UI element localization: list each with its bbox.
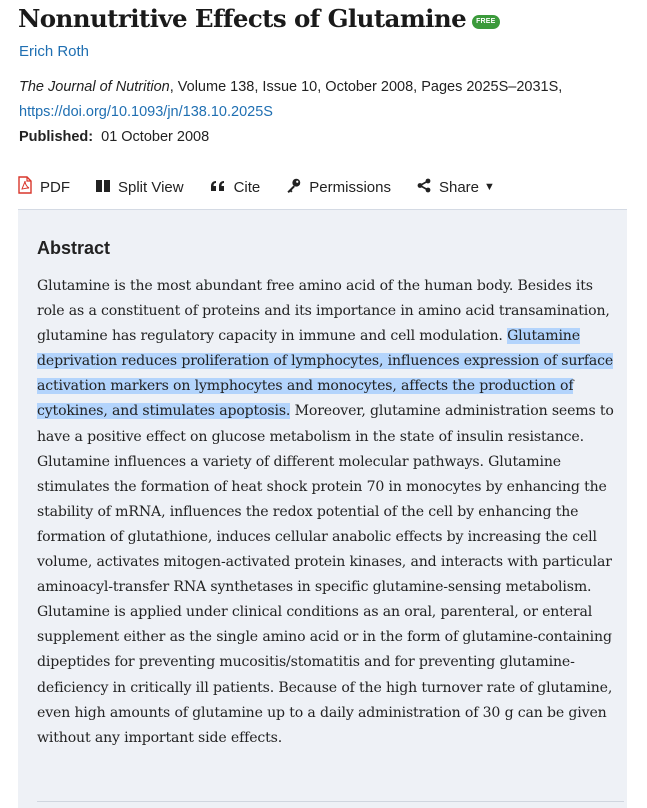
key-icon <box>286 178 301 197</box>
article-toolbar <box>18 176 521 198</box>
pdf-icon <box>18 176 32 198</box>
abstract-text <box>37 274 624 751</box>
article-title <box>18 4 500 33</box>
article-title-text: Nonnutritive Effects of Glutamine <box>18 4 467 33</box>
citation-details: , Volume 138, Issue 10, October 2008, Pages 2025S–2031S, <box>169 79 563 95</box>
pdf-button[interactable] <box>18 176 70 198</box>
published-date: 01 October 2008 <box>101 129 210 145</box>
abstract-heading: Abstract <box>37 238 111 258</box>
section-divider <box>37 801 624 802</box>
doi-link[interactable]: https://doi.org/10.1093/jn/138.10.2025S <box>19 104 273 120</box>
share-label: Share <box>438 178 479 196</box>
split-view-icon <box>96 179 110 196</box>
cite-button[interactable] <box>210 179 261 196</box>
abstract-text-part: Moreover, glutamine administration seems to have a positive effect on glucose metabolism in the state of insulin resistance. Glutamine influences a variety of different molecular pathways. Glutamine stimulates the formation of heat shock protein 70 in monocytes by enhancing the stability of mRNA, influences the redox potential of the cell by enhancing the formation of glutathione, induces cellular anabolic effects by increasing the cell volume, activates mitogen-activated protein kinases, and interacts with particular aminoacyl-transfer RNA synthetases in specific glutamine-sensing metabolism. Glutamine is applied under clinical conditions as an oral, parenteral, or enteral supplement either as the single amino acid or in the form of glutamine-containing dipeptides for preventing mucositis/stomatitis and for preventing glutamine-deficiency in critically ill patients. Because of the high turnover rate of glutamine, even high amounts of glutamine up to a daily administration of 30 g can be given without any important side effects. <box>37 403 614 746</box>
caret-down-icon: ▼ <box>484 181 495 193</box>
published-label: Published: <box>19 129 94 145</box>
split-view-label: Split View <box>118 178 184 196</box>
journal-name: The Journal of Nutrition <box>19 79 170 95</box>
cite-label: Cite <box>233 178 261 196</box>
published-date-line <box>19 129 209 145</box>
permissions-button[interactable] <box>286 178 391 197</box>
abstract-section <box>18 209 627 808</box>
abstract-text-part: Glutamine is the most abundant free amino acid of the human body. Besides its role as a constituent of proteins and its importance in amino acid transamination, glutamine has regulatory capacity in immune and cell modulation. <box>37 278 610 345</box>
author-link[interactable]: Erich Roth <box>19 43 90 60</box>
pdf-label: PDF <box>40 178 70 196</box>
split-view-button[interactable] <box>96 179 184 196</box>
quote-icon <box>210 179 226 196</box>
share-button[interactable] <box>417 178 495 197</box>
permissions-label: Permissions <box>309 178 391 196</box>
free-access-badge: FREE <box>472 15 499 29</box>
selected-text-highlight: Glutamine deprivation reduces proliferation of lymphocytes, influences expression of surface activation markers on lymphocytes and monocytes, affects the production of cytokines, and stimulates apoptosis. <box>37 328 614 420</box>
share-icon <box>417 178 431 197</box>
citation-line <box>19 79 562 95</box>
